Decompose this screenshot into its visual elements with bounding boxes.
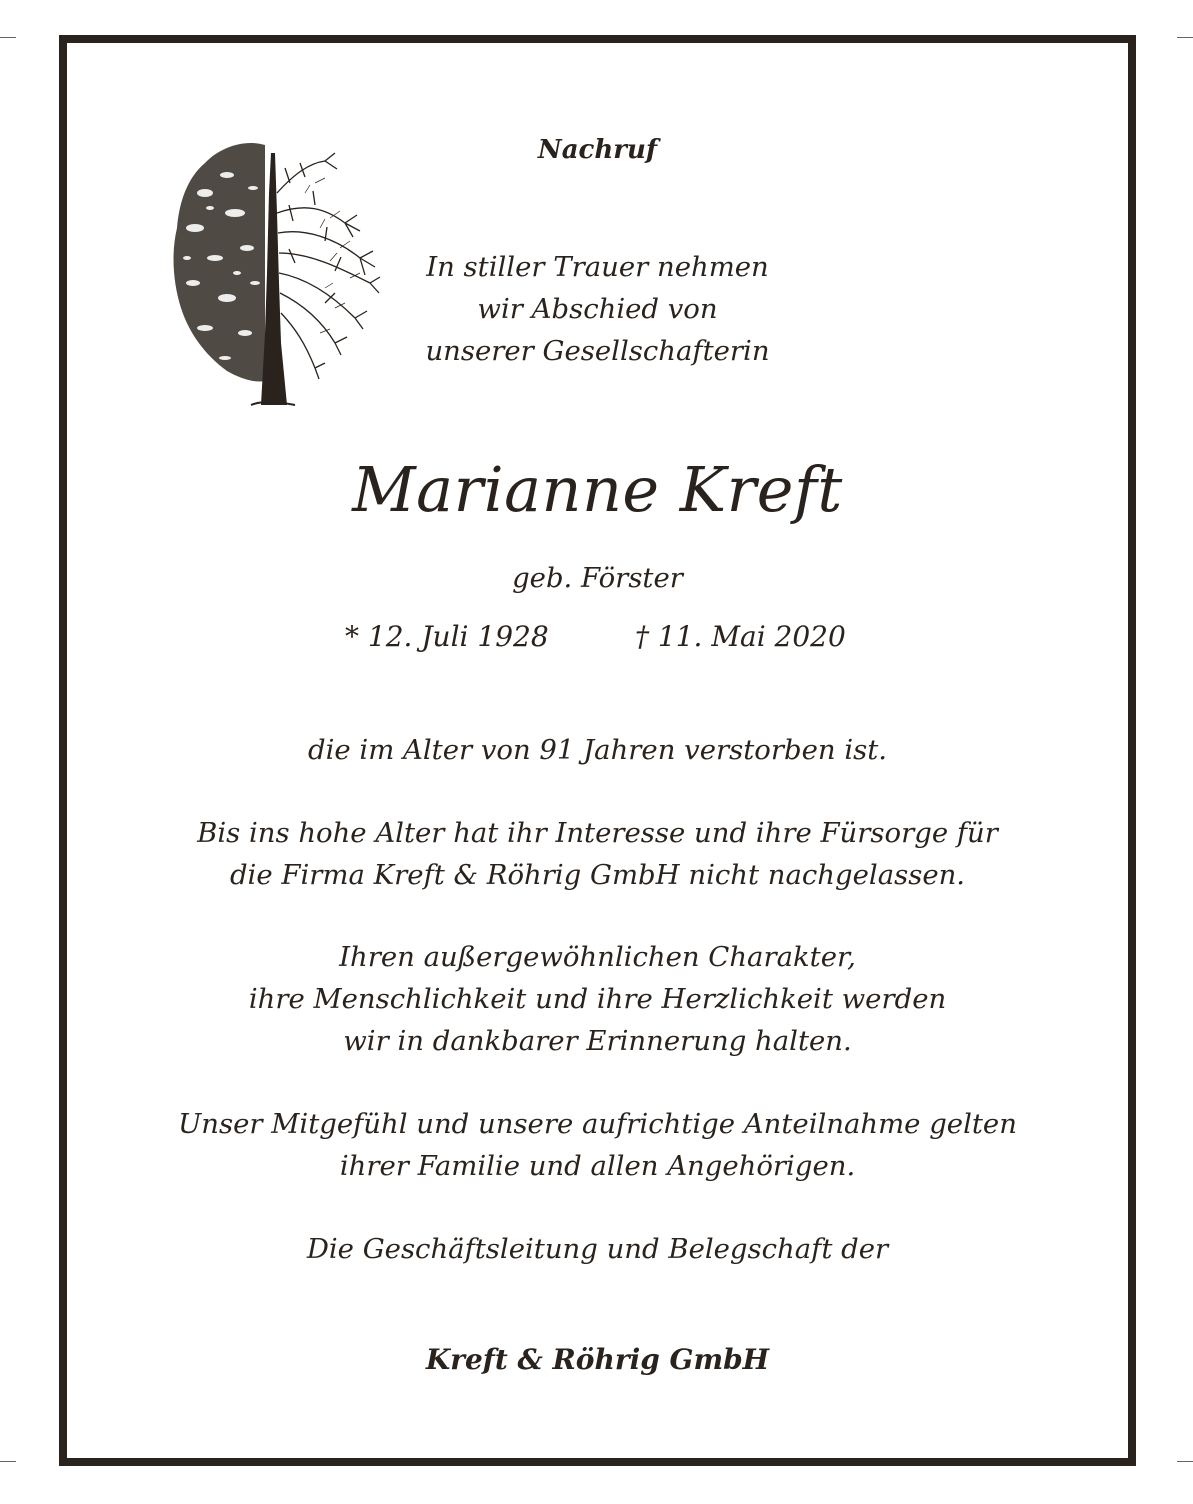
paragraph-1-line-2: die Firma Kreft & Röhrig GmbH nicht nachgelassen.	[229, 859, 966, 891]
paragraph-2-line-3: wir in dankbarer Erinnerung halten.	[343, 1025, 852, 1057]
birth-date: * 12. Juli 1928	[345, 620, 549, 653]
paragraph-2-line-2: ihre Menschlichkeit und ihre Herzlichkeit werden	[248, 983, 947, 1015]
closing-line: Die Geschäftsleitung und Belegschaft der	[306, 1233, 889, 1265]
crop-mark-bottom-left	[0, 1461, 16, 1462]
intro-line-2: wir Abschied von	[477, 293, 718, 325]
crop-mark-top-left	[0, 37, 16, 38]
birth-name: geb. Förster	[512, 562, 683, 594]
intro-line-1: In stiller Trauer nehmen	[426, 251, 769, 283]
heading: Nachruf	[537, 135, 658, 165]
intro-line-3: unserer Gesellschafterin	[425, 335, 770, 367]
paragraph-3-line-1: Unser Mitgefühl und unsere aufrichtige Anteilnahme gelten	[178, 1108, 1017, 1140]
deceased-name: Marianne Kreft	[352, 453, 843, 526]
paragraph-1-line-1: Bis ins hohe Alter hat ihr Interesse und ihre Fürsorge für	[197, 817, 998, 849]
company-signature: Kreft & Röhrig GmbH	[425, 1343, 770, 1376]
crop-mark-top-right	[1177, 37, 1193, 38]
age-line: die im Alter von 91 Jahren verstorben ist.	[307, 734, 888, 766]
obituary-frame	[59, 35, 1136, 1466]
crop-mark-bottom-right	[1177, 1461, 1193, 1462]
paragraph-3-line-2: ihrer Familie und allen Angehörigen.	[339, 1150, 856, 1182]
death-date: † 11. Mai 2020	[635, 620, 846, 653]
paragraph-2-line-1: Ihren außergewöhnlichen Charakter,	[339, 941, 856, 973]
